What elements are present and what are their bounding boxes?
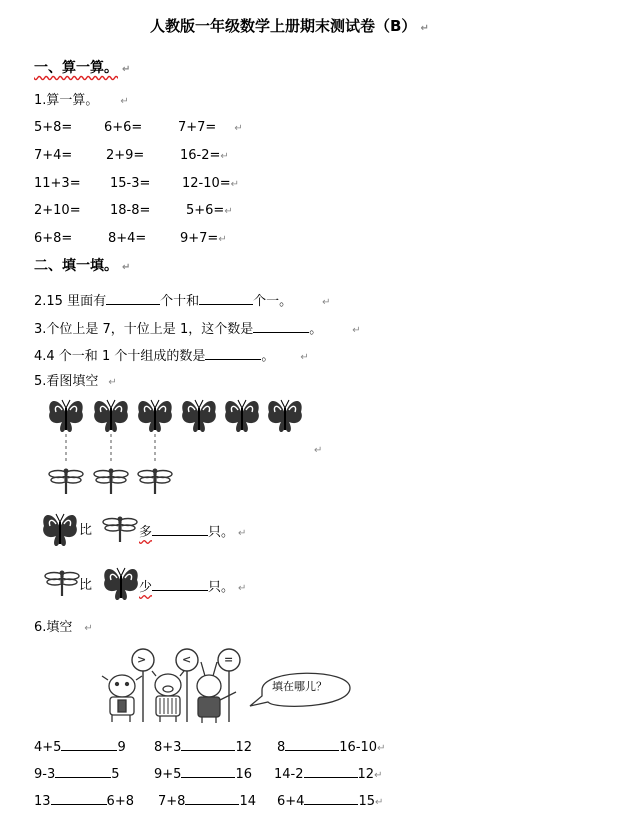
- compare-right: 16-10: [339, 740, 378, 755]
- compare-left: 13: [34, 794, 51, 809]
- q4-prefix: 4.4 个一和 1 个十组成的数是: [34, 349, 206, 364]
- compare-item: [34, 792, 134, 810]
- compare-left: 6+4: [277, 794, 305, 809]
- compare-right: 15: [358, 794, 375, 809]
- page-title: 人教版一年级数学上册期末测试卷（B）: [150, 17, 417, 35]
- paragraph-mark: ↵: [314, 445, 323, 456]
- equation: 6+8=: [34, 231, 73, 246]
- compare-left: 8+3: [154, 740, 182, 755]
- equation: 18-8=: [110, 203, 151, 218]
- q5-more: 多: [139, 525, 153, 540]
- paragraph-mark: ↵: [238, 528, 247, 539]
- paragraph-mark: ↵: [122, 262, 131, 273]
- compare-right: 6+8: [106, 794, 134, 809]
- equation: 7+7=: [178, 120, 217, 135]
- compare-right: 16: [235, 767, 252, 782]
- less-sign-text: <: [182, 653, 192, 666]
- equation: 2+10=: [34, 203, 81, 218]
- answer-blank[interactable]: [285, 738, 339, 751]
- paragraph-mark: ↵: [108, 377, 117, 388]
- speech-bubble-text: 填在哪儿？: [272, 680, 327, 693]
- compare-left: 9-3: [34, 767, 56, 782]
- paragraph-mark: ↵: [374, 770, 383, 781]
- compare-right: 5: [111, 767, 120, 782]
- section1-heading: 一、算一算。: [34, 60, 118, 76]
- compare-item: [274, 765, 382, 784]
- q6-label: 6.填空: [34, 620, 73, 635]
- paragraph-mark: ↵: [218, 234, 227, 245]
- q1-label: 1.算一算。: [34, 93, 99, 108]
- paragraph-mark: ↵: [84, 623, 93, 634]
- q5-label: 5.看图填空: [34, 374, 99, 389]
- compare-item: [34, 765, 120, 783]
- q3-suffix: 。: [309, 322, 323, 337]
- equation: 5+8=: [34, 120, 73, 135]
- equal-sign-text: =: [224, 653, 234, 666]
- equation: 6+6=: [104, 120, 143, 135]
- compare-left: 8: [277, 740, 286, 755]
- compare-right: 9: [117, 740, 126, 755]
- compare-left: 4+5: [34, 740, 62, 755]
- paragraph-mark: ↵: [234, 123, 243, 134]
- q5-bi-1: 比: [79, 523, 93, 538]
- answer-blank[interactable]: [61, 738, 117, 751]
- equation: 12-10=: [182, 176, 231, 191]
- equation: 2+9=: [106, 148, 145, 163]
- paragraph-mark: ↵: [377, 743, 386, 754]
- q4-suffix: 。: [261, 349, 275, 364]
- compare-right: 14: [239, 794, 256, 809]
- answer-blank[interactable]: [185, 792, 239, 805]
- paragraph-mark: ↵: [352, 325, 361, 336]
- equation: 11+3=: [34, 176, 81, 191]
- compare-item: [158, 792, 256, 810]
- q2-suffix: 个一。: [253, 294, 293, 309]
- compare-item: [34, 738, 126, 756]
- paragraph-mark: ↵: [220, 151, 229, 162]
- paragraph-mark: ↵: [420, 23, 429, 34]
- compare-item: [154, 738, 252, 756]
- paragraph-mark: ↵: [322, 297, 331, 308]
- paragraph-mark: ↵: [300, 352, 309, 363]
- compare-item: [277, 738, 385, 757]
- compare-right: 12: [357, 767, 375, 782]
- equation: 15-3=: [110, 176, 151, 191]
- answer-blank[interactable]: [181, 765, 235, 778]
- pig-figure: [152, 671, 184, 722]
- q5-zhi: 只。: [208, 580, 235, 595]
- compare-item: [154, 765, 252, 783]
- paragraph-mark: ↵: [238, 583, 247, 594]
- equation: 9+7=: [180, 231, 219, 246]
- q2-prefix: 2.15 里面有: [34, 294, 107, 309]
- q5-less: 少: [139, 580, 153, 595]
- answer-blank[interactable]: [181, 738, 235, 751]
- answer-blank[interactable]: [51, 792, 107, 805]
- equation: 16-2=: [180, 148, 221, 163]
- q2-mid: 个十和: [160, 294, 200, 309]
- paragraph-mark: ↵: [122, 64, 131, 75]
- compare-left: 9+5: [154, 767, 182, 782]
- greater-sign-text: >: [137, 653, 147, 666]
- answer-blank[interactable]: [304, 792, 358, 805]
- answer-blank[interactable]: [55, 765, 111, 778]
- q3-prefix: 3.个位上是 7，十位上是 1，这个数是: [34, 322, 254, 337]
- compare-item: [277, 792, 383, 811]
- paragraph-mark: ↵: [120, 96, 129, 107]
- section2-heading: 二、填一填。: [34, 258, 118, 274]
- equation: 7+4=: [34, 148, 73, 163]
- compare-right: 12: [235, 740, 252, 755]
- q5-bi-2: 比: [79, 578, 93, 593]
- answer-blank[interactable]: [304, 765, 358, 778]
- q5-zhi: 只。: [208, 525, 235, 540]
- compare-left: 7+8: [158, 794, 186, 809]
- cow-figure: [102, 675, 142, 722]
- equation: 5+6=: [186, 203, 225, 218]
- paragraph-mark: ↵: [374, 797, 384, 808]
- paragraph-mark: ↵: [230, 179, 240, 190]
- compare-left: 14-2: [274, 767, 304, 782]
- equation: 8+4=: [108, 231, 147, 246]
- paragraph-mark: ↵: [224, 206, 233, 217]
